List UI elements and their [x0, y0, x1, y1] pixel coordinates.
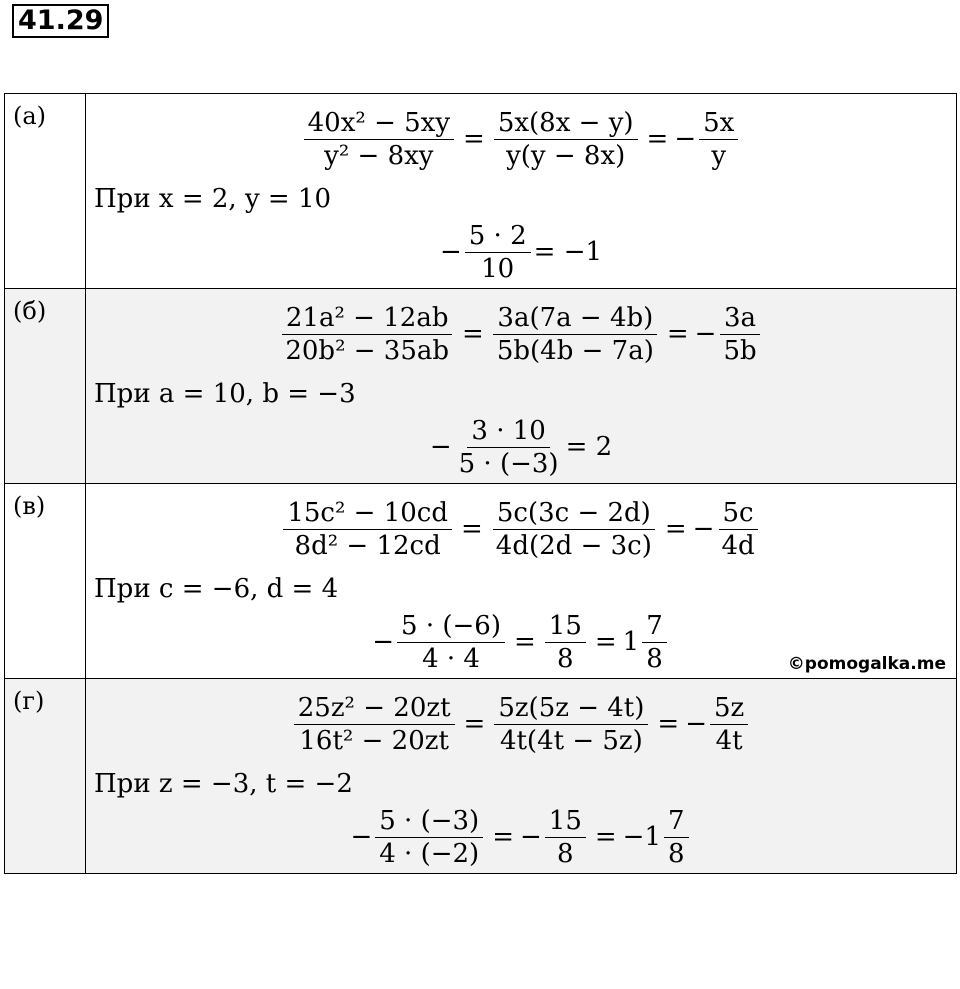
substitution-condition: При z = −3, t = −2	[94, 769, 353, 799]
part-label: (а)	[5, 94, 86, 289]
fraction: $\frac{5x(8x - y)}{y(y - 8x)}$	[494, 110, 638, 169]
part-body	[86, 484, 957, 679]
part-label: (б)	[5, 289, 86, 484]
evaluation: − $\frac{3 \cdot 10}{5 \cdot (-3)}$ = 2	[429, 415, 613, 479]
substitution-condition: При x = 2, y = 10	[94, 184, 332, 214]
fraction: $\frac{5x}{y}$	[699, 110, 738, 169]
part-row	[5, 484, 957, 679]
fraction: $\frac{3 \cdot 10}{5 \cdot (-3)}$	[458, 415, 559, 479]
fraction: $\frac{\text{21a² − 12ab}}{\text{20b² − 35ab}}$	[281, 305, 453, 364]
fraction: $\frac{15}{8}$	[545, 808, 586, 867]
fraction: $\frac{15}{8}$	[545, 613, 586, 672]
simplification: $\frac{\text{15c² − 10cd}}{\text{8d² − 12cd}}$ = $\frac{5c(3c - 2d)}{4d(2d - 3c)}$ = − $\frac{5c}{4d}$	[86, 484, 956, 568]
substitution-condition: При a = 10, b = −3	[94, 379, 356, 409]
part-row	[5, 94, 957, 289]
solution-table	[4, 93, 957, 874]
part-row	[5, 289, 957, 484]
fraction: $\frac{5 \cdot (-3)}{4 \cdot (-2)}$	[375, 808, 483, 867]
part-body	[86, 94, 957, 289]
fraction: $\frac{5c}{4d}$	[717, 500, 758, 559]
substitution-condition: При c = −6, d = 4	[94, 574, 339, 604]
simplification: $\frac{\text{40x² − 5xy}}{\text{y² − 8xy}}$ = $\frac{5x(8x - y)}{y(y - 8x)}$ = − $\frac{5x}{y}$	[86, 94, 956, 178]
problem-number: 41.29	[12, 4, 109, 38]
part-row	[5, 679, 957, 874]
watermark: ©pomogalka.me	[787, 654, 946, 674]
mixed-number: 1 $\frac{7}{8}$	[623, 613, 670, 672]
fraction: $\frac{5z(5z - 4t)}{4t(4t - 5z)}$	[494, 695, 648, 754]
fraction: $\frac{5 \cdot 2}{10}$	[465, 223, 531, 282]
evaluation: − $\frac{5 \cdot (-6)}{4 \cdot 4}$ = $\frac{15}{8}$ = 1 $\frac{7}{8}$	[86, 606, 956, 678]
mixed-number: −1 $\frac{7}{8}$	[623, 808, 692, 867]
part-label: (г)	[5, 679, 86, 874]
evaluation: − $\frac{5 \cdot 2}{10}$ = −1	[439, 220, 603, 284]
fraction: $\frac{5 \cdot (-6)}{4 \cdot 4}$	[397, 613, 505, 672]
part-label: (в)	[5, 484, 86, 679]
fraction: $\frac{3a(7a - 4b)}{5b(4b - 7a)}$	[493, 305, 658, 364]
fraction: $\frac{\text{15c² − 10cd}}{\text{8d² − 12cd}}$	[283, 500, 452, 559]
fraction: $\frac{\text{40x² − 5xy}}{\text{y² − 8xy}}$	[304, 110, 454, 169]
fraction: $\frac{5z}{4t}$	[710, 695, 748, 754]
fraction: $\frac{5c(3c - 2d)}{4d(2d - 3c)}$	[492, 500, 656, 559]
part-body	[86, 679, 957, 874]
simplification: $\frac{\text{25z² − 20zt}}{\text{16t² − 20zt}}$ = $\frac{5z(5z - 4t)}{4t(4t - 5z)}$ = − $\frac{5z}{4t}$	[86, 679, 956, 763]
part-body	[86, 289, 957, 484]
evaluation: − $\frac{5 \cdot (-3)}{4 \cdot (-2)}$ = − $\frac{15}{8}$ = −1 $\frac{7}{8}$	[86, 801, 956, 873]
simplification: $\frac{\text{21a² − 12ab}}{\text{20b² − 35ab}}$ = $\frac{3a(7a - 4b)}{5b(4b - 7a)}$ = − $\frac{3a}{5b}$	[86, 289, 956, 373]
fraction: $\frac{\text{25z² − 20zt}}{\text{16t² − 20zt}}$	[294, 695, 455, 754]
fraction: $\frac{3a}{5b}$	[719, 305, 760, 364]
